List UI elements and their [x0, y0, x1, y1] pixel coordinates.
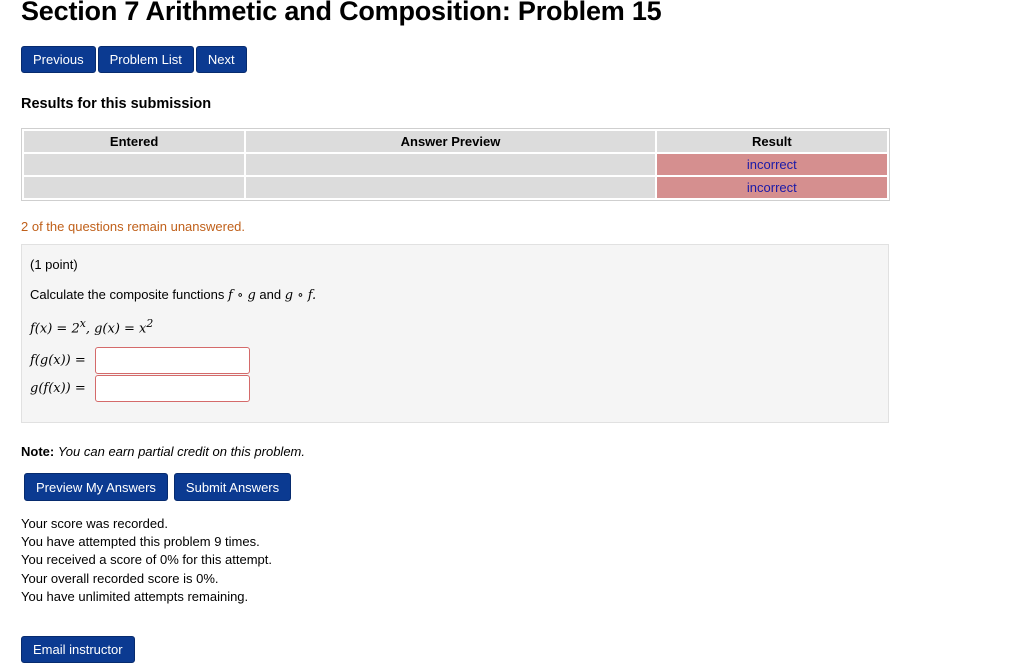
page-title: Section 7 Arithmetic and Composition: Problem 15	[21, 0, 662, 26]
composite-g-of-f: g ∘ f.	[284, 288, 317, 303]
function-definitions	[30, 317, 153, 336]
answer-preview-cell	[246, 154, 654, 175]
problem-navigation	[21, 46, 247, 73]
instruction-text: Calculate the composite functions	[30, 287, 225, 302]
answer-label-f-of-g: f(g(x)) =	[30, 353, 86, 368]
problem-body	[21, 244, 889, 423]
score-summary	[21, 515, 272, 606]
results-table	[21, 128, 890, 201]
attempt-count-text: You have attempted this problem 9 times.	[21, 534, 260, 550]
composite-f-of-g: f ∘ g	[228, 288, 256, 303]
result-cell: incorrect	[657, 154, 887, 175]
note-text: You can earn partial credit on this problem.	[57, 444, 305, 459]
previous-button[interactable]: Previous	[21, 46, 96, 73]
result-cell: incorrect	[657, 177, 887, 198]
results-header-row	[24, 131, 887, 152]
g-exponent: 2	[146, 317, 154, 330]
entered-cell	[24, 177, 244, 198]
problem-points: (1 point)	[30, 257, 78, 272]
column-header-entered: Entered	[24, 131, 244, 152]
overall-score-text: Your overall recorded score is 0%.	[21, 570, 219, 586]
problem-list-button[interactable]: Problem List	[98, 46, 194, 73]
and-text: and	[259, 287, 282, 302]
table-row	[24, 177, 887, 198]
partial-credit-note	[21, 444, 305, 459]
f-definition: f(x) = 2	[30, 321, 80, 337]
table-row	[24, 154, 887, 175]
answer-row-g-of-f	[30, 375, 250, 402]
answer-actions	[24, 473, 291, 501]
column-header-result: Result	[657, 131, 887, 152]
preview-answers-button[interactable]: Preview My Answers	[24, 473, 168, 501]
results-heading: Results for this submission	[21, 96, 212, 112]
score-recorded-text: Your score was recorded.	[21, 516, 168, 531]
submit-answers-button[interactable]: Submit Answers	[174, 473, 291, 501]
g-definition: , g(x) = x	[85, 321, 147, 337]
unanswered-message: 2 of the questions remain unanswered.	[21, 219, 246, 234]
problem-instruction	[30, 287, 316, 303]
answer-label-g-of-f: g(f(x)) =	[30, 381, 86, 396]
note-label: Note:	[21, 444, 55, 459]
answer-input-f-of-g[interactable]	[95, 347, 250, 374]
answer-preview-cell	[246, 177, 654, 198]
column-header-answer-preview: Answer Preview	[246, 131, 654, 152]
remaining-attempts-text: You have unlimited attempts remaining.	[21, 588, 249, 604]
attempt-score-text: You received a score of 0% for this attempt.	[21, 552, 272, 568]
f-exponent: x	[79, 317, 86, 330]
entered-cell	[24, 154, 244, 175]
answer-input-g-of-f[interactable]	[95, 375, 250, 402]
answer-row-f-of-g	[30, 347, 250, 374]
email-instructor-button[interactable]: Email instructor	[21, 636, 135, 663]
next-button[interactable]: Next	[196, 46, 247, 73]
